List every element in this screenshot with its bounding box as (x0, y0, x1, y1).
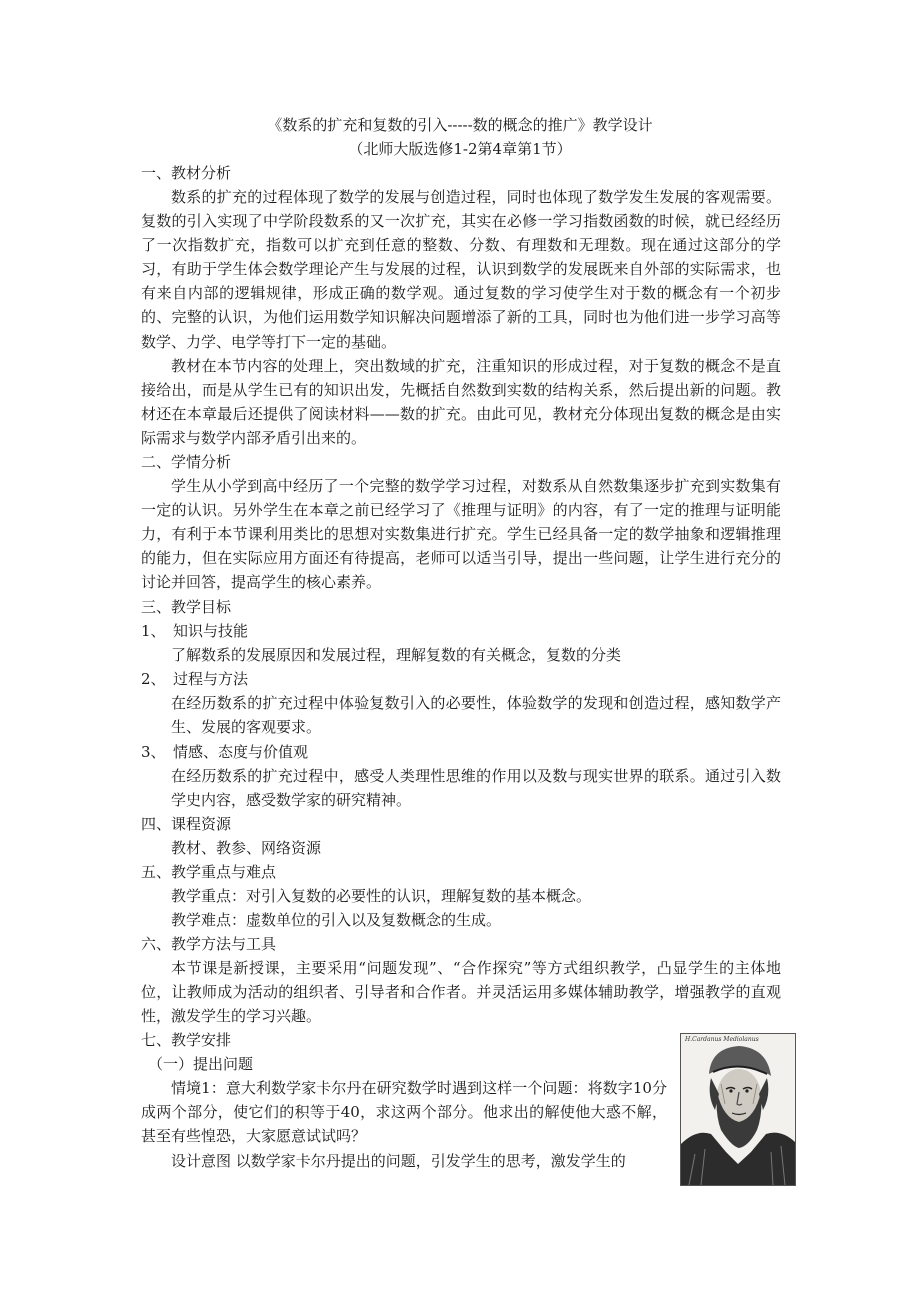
subsection-raise-question: （一）提出问题 (148, 1055, 254, 1073)
textbook-analysis-paragraph-1: 数系的扩充的过程体现了数学的发展与创造过程，同时也体现了数学发生发展的客观需要。复数的引入实现了中学阶段数系的又一次扩充，其实在必修一学习指数函数的时候，就已经经历了一次指数扩充，指数可以扩充到任意的整数、分数、有理数和无理数。现在通过这部分的学习，有助于学生体会数学理论产生与发展的过程，认识到数学的发展既来自外部的实际需求，也有来自内部的逻辑规律，形成正确的数学观。通过复数的学习使学生对于数的概念有一个初步的、完整的认识，为他们运用数学知识解决问题增添了新的工具，同时也为他们进一步学习高等数学、力学、电学等打下一定的基础。 (141, 188, 781, 351)
goal-item-2-heading (141, 667, 248, 691)
section-heading-resources: 四、课程资源 (141, 815, 232, 833)
goal-item-1-text: 了解数系的发展原因和发展过程，理解复数的有关概念，复数的分类 (171, 646, 622, 664)
methods-paragraph: 本节课是新授课，主要采用“问题发现”、“合作探究”等方式组织教学，凸显学生的主体地位，让教师成为活动的组织者、引导者和合作者。并灵活运用多媒体辅助教学，增强教学的直观性，激发学生的学习兴趣。 (141, 959, 781, 1026)
portrait-engraving (681, 1034, 795, 1185)
goal-item-2-label: 过程与方法 (173, 670, 249, 688)
document-subtitle: （北师大版选修1-2第4章第1节） (348, 140, 572, 158)
portrait-caption: H.Cardanus Mediolanus (685, 1036, 759, 1043)
section-heading-student-analysis: 二、学情分析 (141, 453, 232, 471)
difficulty-text: 教学难点：虚数单位的引入以及复数概念的生成。 (171, 911, 502, 929)
section-heading-methods: 六、教学方法与工具 (141, 935, 277, 953)
section-heading-textbook-analysis: 一、教材分析 (141, 164, 232, 182)
goal-item-2-text: 在经历数系的扩充过程中体验复数引入的必要性，体验数学的发现和创造过程，感知数学产生、发展的客观要求。 (171, 694, 781, 737)
resources-text: 教材、教参、网络资源 (171, 839, 322, 857)
design-intent-paragraph: 设计意图 以数学家卡尔丹提出的问题，引发学生的思考，激发学生的 (171, 1152, 626, 1170)
goal-item-3-label: 情感、态度与价值观 (173, 743, 309, 761)
textbook-analysis-paragraph-2: 教材在本节内容的处理上，突出数域的扩充，注重知识的形成过程，对于复数的概念不是直接给出，而是从学生已有的知识出发，先概括自然数到实数的结构关系，然后提出新的问题。教材还在本章最后还提供了阅读材料——数的扩充。由此可见，教材充分体现出复数的概念是由实际需求与数学内部矛盾引出来的。 (141, 357, 781, 448)
goal-item-2-number: 2、 (141, 670, 166, 688)
goal-item-1-number: 1、 (141, 622, 166, 640)
goal-item-3-number: 3、 (141, 743, 166, 761)
key-point-text: 教学重点：对引入复数的必要性的认识，理解复数的基本概念。 (171, 887, 592, 905)
goal-item-1-heading (141, 619, 248, 643)
student-analysis-paragraph: 学生从小学到高中经历了一个完整的数学学习过程，对数系从自然数集逐步扩充到实数集有一定的认识。另外学生在本章之前已经学习了《推理与证明》的内容，有了一定的推理与证明能力，有利于本节课利用类比的思想对实数集进行扩充。学生已经具备一定的数学抽象和逻辑推理的能力，但在实际应用方面还有待提高，老师可以适当引导，提出一些问题，让学生进行充分的讨论并回答，提高学生的核心素养。 (141, 477, 781, 592)
document-title: 《数系的扩充和复数的引入-----数的概念的推广》教学设计 (267, 116, 653, 134)
cardano-portrait-image (680, 1033, 796, 1186)
scenario-1-paragraph: 情境1：意大利数学家卡尔丹在研究数学时遇到这样一个问题：将数字10分成两个部分，使它们的积等于40，求这两个部分。他求出的解使他大惑不解，甚至有些惶恐，大家愿意试试吗？ (141, 1079, 667, 1146)
section-heading-arrangement: 七、教学安排 (141, 1031, 232, 1049)
goal-item-3-heading (141, 740, 308, 764)
section-heading-key-points: 五、教学重点与难点 (141, 863, 277, 881)
goal-item-3-text: 在经历数系的扩充过程中，感受人类理性思维的作用以及数与现实世界的联系。通过引入数学史内容，感受数学家的研究精神。 (171, 767, 781, 810)
goal-item-1-label: 知识与技能 (173, 622, 249, 640)
section-heading-teaching-goals: 三、教学目标 (141, 598, 232, 616)
